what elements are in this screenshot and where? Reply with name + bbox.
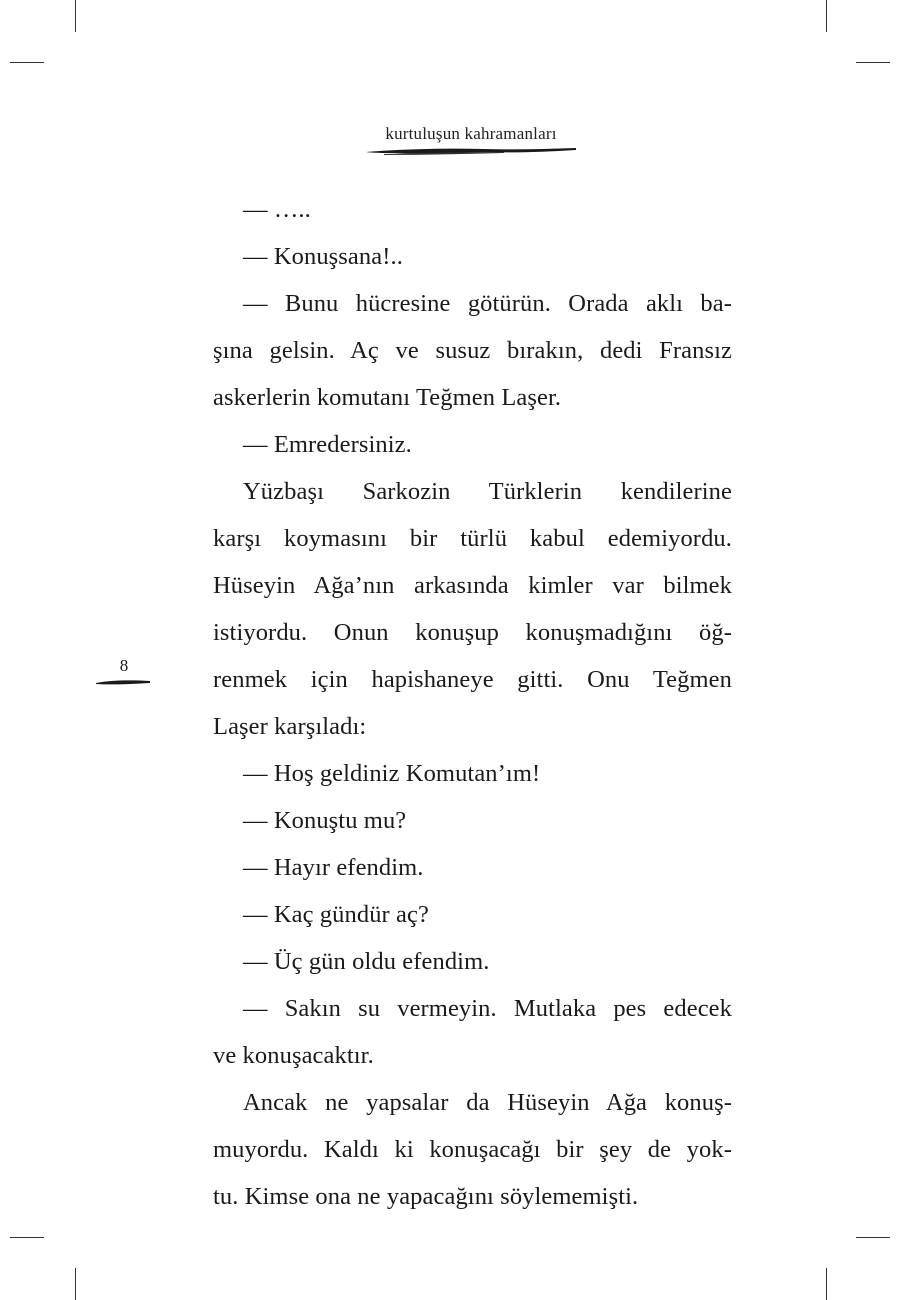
text-line: — Sakın su vermeyin. Mutlaka pes edecek	[243, 995, 732, 1022]
paragraph	[213, 280, 732, 421]
paragraph	[213, 186, 732, 233]
text-line: ve konuşacaktır.	[213, 1042, 374, 1069]
crop-mark	[856, 62, 890, 63]
text-line: — Konuşsana!..	[243, 243, 403, 270]
text-line: istiyordu. Onun konuşup konuşmadığını öğ-	[213, 619, 732, 646]
text-line: — Bunu hücresine götürün. Orada aklı ba-	[243, 290, 732, 317]
crop-mark	[826, 0, 827, 32]
paragraph	[213, 891, 732, 938]
text-line: tu. Kimse ona ne yapacağını söylememişti.	[213, 1183, 639, 1210]
page-number-text: 8	[119, 656, 129, 675]
text-line: — Kaç gündür aç?	[243, 901, 429, 928]
brush-stroke-ornament	[364, 146, 578, 156]
text-line: askerlerin komutanı Teğmen Laşer.	[213, 384, 562, 411]
running-head-text: kurtuluşun kahramanları	[385, 124, 557, 143]
paragraph	[213, 421, 732, 468]
paragraph	[213, 985, 732, 1079]
text-line: Laşer karşıladı:	[213, 713, 367, 740]
text-line: Yüzbaşı Sarkozin Türklerin kendilerine	[243, 478, 732, 505]
page-number	[92, 656, 152, 686]
text-line: karşı koymasını bir türlü kabul edemiyordu.	[213, 525, 732, 552]
brush-stroke-ornament	[92, 678, 152, 686]
text-line: — Hayır efendim.	[243, 854, 424, 881]
paragraph	[213, 468, 732, 750]
crop-mark	[826, 1268, 827, 1300]
text-line: — Konuştu mu?	[243, 807, 407, 834]
paragraph	[213, 750, 732, 797]
text-line: — Hoş geldiniz Komutan’ım!	[243, 760, 541, 787]
crop-mark	[10, 1237, 44, 1238]
text-line: Hüseyin Ağa’nın arkasında kimler var bilmek	[213, 572, 732, 599]
paragraph	[213, 844, 732, 891]
paragraph	[213, 797, 732, 844]
text-line: renmek için hapishaneye gitti. Onu Teğmen	[213, 666, 732, 693]
text-line: Ancak ne yapsalar da Hüseyin Ağa konuş-	[243, 1089, 732, 1116]
crop-mark	[75, 0, 76, 32]
crop-mark	[75, 1268, 76, 1300]
paragraph	[213, 233, 732, 280]
text-line: — …..	[243, 196, 311, 223]
body-text	[213, 186, 732, 1220]
text-line: — Emredersiniz.	[243, 431, 412, 458]
crop-mark	[10, 62, 44, 63]
crop-mark	[856, 1237, 890, 1238]
paragraph	[213, 1079, 732, 1220]
paragraph	[213, 938, 732, 985]
text-line: — Üç gün oldu efendim.	[243, 948, 490, 975]
running-head	[364, 124, 578, 156]
text-line: şına gelsin. Aç ve susuz bırakın, dedi Fransız	[213, 337, 732, 364]
text-line: muyordu. Kaldı ki konuşacağı bir şey de yok-	[213, 1136, 732, 1163]
